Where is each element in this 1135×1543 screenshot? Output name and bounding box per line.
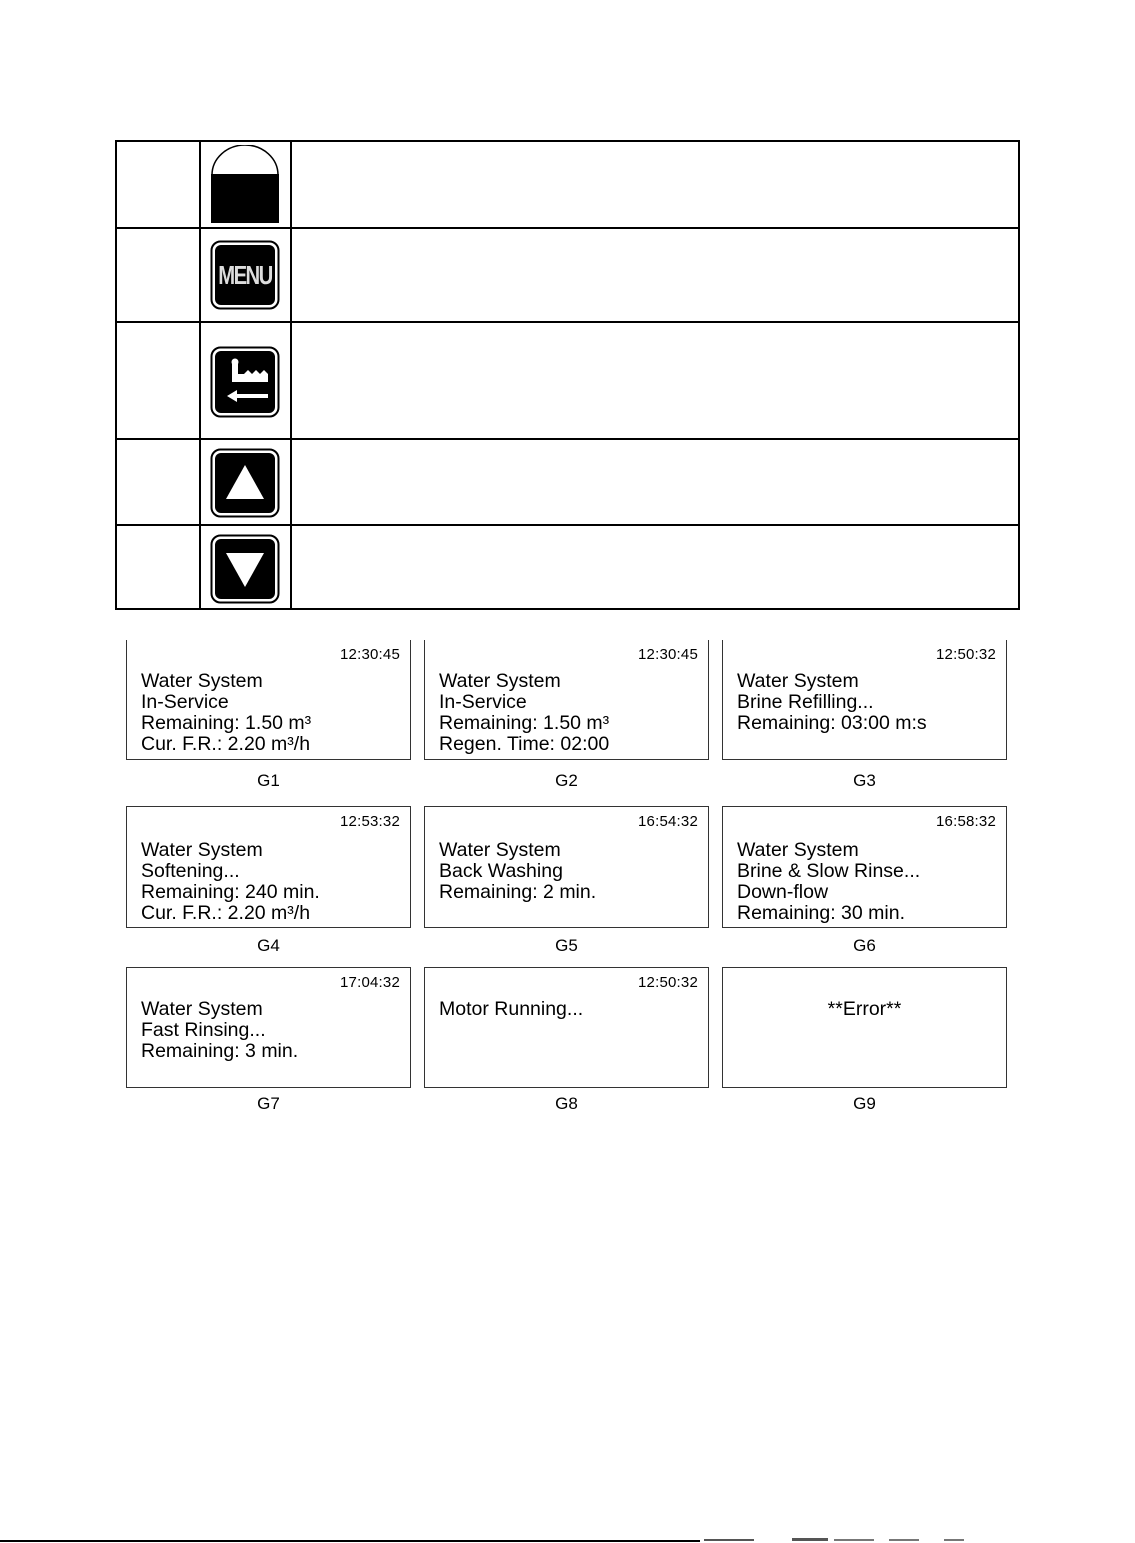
panel-line: Regen. Time: 02:00 xyxy=(439,733,610,755)
cropped-footer-text-fragment xyxy=(704,1536,974,1542)
display-panel-g9 xyxy=(722,967,1007,1088)
key-row-down xyxy=(117,526,1018,610)
panel-line: Remaining: 30 min. xyxy=(737,902,905,924)
panel-caption-g3: G3 xyxy=(853,771,876,790)
down-arrow-key-icon[interactable] xyxy=(210,534,274,598)
panel-line: Brine & Slow Rinse... xyxy=(737,860,921,882)
panel-line: Water System xyxy=(141,839,263,861)
panel-time: 16:58:32 xyxy=(936,813,996,830)
display-panel-g6 xyxy=(722,806,1007,928)
key-description-cell xyxy=(292,229,1018,321)
panel-line: Fast Rinsing... xyxy=(141,1019,266,1041)
panel-line: Cur. F.R.: 2.20 m³/h xyxy=(141,902,311,924)
panel-line: Brine Refilling... xyxy=(737,691,874,713)
panel-time: 12:50:32 xyxy=(936,646,996,663)
panel-text xyxy=(737,671,927,734)
key-row-number-cell xyxy=(117,526,201,610)
panel-time: 12:50:32 xyxy=(638,974,698,991)
panel-text xyxy=(439,999,583,1020)
panel-text xyxy=(439,671,609,755)
key-row-number-cell xyxy=(117,440,201,524)
panel-time: 12:53:32 xyxy=(340,813,400,830)
panel-text xyxy=(141,671,311,755)
key-icon-cell xyxy=(199,526,292,610)
display-panel-g5 xyxy=(424,806,709,928)
panel-caption-g5: G5 xyxy=(555,936,578,955)
up-arrow-key-icon[interactable] xyxy=(210,448,274,512)
power-key-icon[interactable] xyxy=(210,145,280,228)
key-description-cell xyxy=(292,440,1018,524)
panel-line: Remaining: 1.50 m³ xyxy=(141,712,312,734)
panel-line: Water System xyxy=(439,839,561,861)
panel-caption-g7: G7 xyxy=(257,1094,280,1113)
panel-caption-g9: G9 xyxy=(853,1094,876,1113)
key-description-cell xyxy=(292,526,1018,610)
display-panel-g1 xyxy=(126,640,411,760)
panel-line: Softening... xyxy=(141,860,240,882)
key-icon-cell xyxy=(199,142,292,227)
panel-line: Water System xyxy=(141,998,263,1020)
panel-time: 17:04:32 xyxy=(340,974,400,991)
display-panel-g2 xyxy=(424,640,709,760)
menu-key-icon[interactable] xyxy=(210,240,274,304)
key-row-number-cell xyxy=(117,323,201,438)
page-bottom-rule xyxy=(0,1540,700,1542)
panel-line: Motor Running... xyxy=(439,998,584,1020)
key-row-power xyxy=(117,142,1018,229)
key-row-enter xyxy=(117,323,1018,440)
panel-time: 12:30:45 xyxy=(638,646,698,663)
panel-caption-g4: G4 xyxy=(257,936,280,955)
key-row-menu xyxy=(117,229,1018,323)
key-row-up xyxy=(117,440,1018,526)
panel-line: Down-flow xyxy=(737,881,829,903)
panel-text xyxy=(141,840,320,924)
display-panel-g8 xyxy=(424,967,709,1088)
panel-line: Cur. F.R.: 2.20 m³/h xyxy=(141,733,311,755)
panel-line: Remaining: 3 min. xyxy=(141,1040,299,1062)
panel-line: In-Service xyxy=(439,691,527,713)
panel-line: Remaining: 1.50 m³ xyxy=(439,712,610,734)
display-panel-g3 xyxy=(722,640,1007,760)
panel-time: 16:54:32 xyxy=(638,813,698,830)
display-panel-g4 xyxy=(126,806,411,928)
enter-return-key-icon[interactable] xyxy=(210,346,274,410)
panel-line: Water System xyxy=(737,839,859,861)
panel-line: Water System xyxy=(439,670,561,692)
error-message: **Error** xyxy=(827,998,902,1020)
panel-text xyxy=(439,840,596,903)
panel-line: Water System xyxy=(737,670,859,692)
key-description-cell xyxy=(292,142,1018,227)
panel-line: Remaining: 03:00 m:s xyxy=(737,712,927,734)
menu-key-label: MENU xyxy=(218,260,272,290)
panel-line: In-Service xyxy=(141,691,229,713)
panel-time: 12:30:45 xyxy=(340,646,400,663)
panel-text xyxy=(141,999,298,1062)
key-icon-cell xyxy=(199,440,292,524)
panel-line: Water System xyxy=(141,670,263,692)
panel-caption-g6: G6 xyxy=(853,936,876,955)
display-panel-g7 xyxy=(126,967,411,1088)
key-icon-cell xyxy=(199,323,292,438)
key-row-number-cell xyxy=(117,229,201,321)
key-row-number-cell xyxy=(117,142,201,227)
panel-caption-g8: G8 xyxy=(555,1094,578,1113)
key-legend-table xyxy=(115,140,1020,610)
key-icon-cell xyxy=(199,229,292,321)
panel-caption-g1: G1 xyxy=(257,771,280,790)
key-description-cell xyxy=(292,323,1018,438)
panel-line: Remaining: 2 min. xyxy=(439,881,597,903)
panel-line: Back Washing xyxy=(439,860,563,882)
panel-line: Remaining: 240 min. xyxy=(141,881,320,903)
panel-caption-g2: G2 xyxy=(555,771,578,790)
panel-text xyxy=(737,840,920,924)
